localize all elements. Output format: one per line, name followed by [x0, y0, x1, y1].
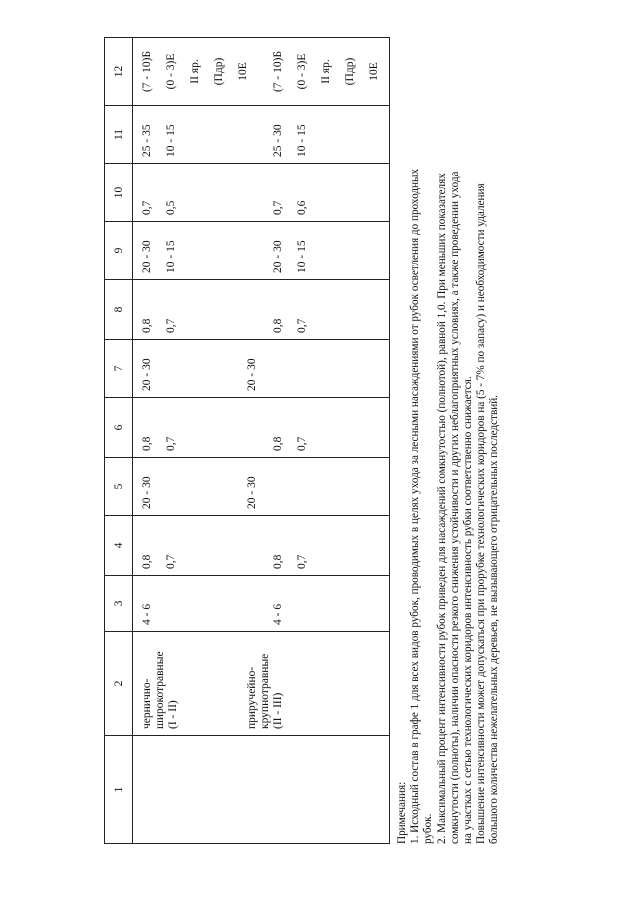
header-cell: 2 [105, 632, 133, 736]
composition-text: 10Е [237, 62, 249, 81]
composition-text: II яр. [189, 59, 201, 84]
value-text: 0,8 [272, 318, 284, 333]
value-text: 0,7 [141, 200, 153, 215]
note-line: 1. Исходный состав в графе 1 для всех видов рубок, проводимых в целях ухода за лесными насаждениями от рубок осветления до проходных [409, 168, 422, 844]
rotated-content [104, 38, 524, 844]
regulation-table [104, 37, 390, 844]
value-text: 0,7 [165, 554, 177, 569]
header-cell: 11 [105, 106, 133, 164]
value-text: 0,7 [165, 436, 177, 451]
value-text: 20 - 30 [141, 476, 153, 509]
value-text: 0,7 [296, 436, 308, 451]
value-text: 4 - 6 [141, 603, 153, 625]
value-text: 20 - 30 [141, 358, 153, 391]
value-text: 0,5 [165, 200, 177, 215]
col10-cell [133, 164, 390, 222]
composition-text: (0 - 3)Е [296, 53, 308, 90]
header-cell: 9 [105, 222, 133, 280]
note-line: Повышение интенсивности может допускаться при прорубке технологических коридоров на (5 - 7% по запасу) и необходимости удаления [475, 183, 488, 844]
header-cell: 10 [105, 164, 133, 222]
col2-cell [133, 632, 390, 736]
value-text: 0,8 [272, 554, 284, 569]
value-text: 20 - 30 [272, 240, 284, 273]
value-text: 25 - 35 [141, 124, 153, 157]
value-text: 20 - 30 [246, 476, 258, 509]
value-text: 0,7 [272, 200, 284, 215]
forest-type-text: крупнотравные [259, 653, 271, 729]
header-cell: 4 [105, 516, 133, 576]
composition-text: (0 - 3)Е [165, 53, 177, 90]
value-text: 0,8 [272, 436, 284, 451]
header-cell: 3 [105, 576, 133, 632]
forest-type-text: широкотравные [154, 651, 166, 729]
value-text: 0,6 [296, 200, 308, 215]
notes-section [396, 38, 502, 844]
value-text: 20 - 30 [141, 240, 153, 273]
value-text: 0,8 [141, 554, 153, 569]
value-text: 10 - 15 [296, 124, 308, 157]
col7-cell [133, 340, 390, 398]
value-text: 0,7 [296, 554, 308, 569]
note-line: 2. Максимальный процент интенсивности рубок приведен для насаждений сомкнутостью (полнотой), равной 1,0. При меньших показателях [435, 173, 448, 844]
header-cell: 5 [105, 458, 133, 516]
composition-text: (Пдр) [344, 57, 356, 86]
value-text: 0,7 [296, 318, 308, 333]
value-text: 25 - 30 [272, 124, 284, 157]
notes-title: Примечания: [396, 781, 408, 844]
value-text: 10 - 15 [296, 240, 308, 273]
forest-type-text: приручейно- [246, 666, 258, 729]
value-text: 10 - 15 [165, 124, 177, 157]
note-line: рубок. [422, 813, 435, 844]
forest-type-text: (II - III) [272, 692, 284, 729]
composition-text: (7 - 10)Б [272, 50, 284, 93]
value-text: 20 - 30 [246, 358, 258, 391]
col11-cell [133, 106, 390, 164]
forest-type-text: чернично- [141, 678, 153, 729]
note-line: большого количества нежелательных деревьев, не вызывающего отрицательных последствий. [488, 394, 501, 844]
col9-cell [133, 222, 390, 280]
composition-text: (7 - 10)Б [141, 50, 153, 93]
composition-text: 10Е [368, 62, 380, 81]
table-row [133, 38, 390, 844]
header-cell: 1 [105, 736, 133, 844]
col1-cell [133, 736, 390, 844]
value-text: 0,8 [141, 318, 153, 333]
col4-cell [133, 516, 390, 576]
value-text: 0,8 [141, 436, 153, 451]
header-cell: 6 [105, 398, 133, 458]
header-cell: 12 [105, 38, 133, 106]
value-text: 10 - 15 [165, 240, 177, 273]
col3-cell [133, 576, 390, 632]
value-text: 4 - 6 [272, 603, 284, 625]
composition-text: II яр. [320, 59, 332, 84]
col5-cell [133, 458, 390, 516]
forest-type-text: (I - II) [167, 700, 179, 729]
note-line: сомкнутости (полноты), наличии опасности резкого снижения устойчивости и других неблагоприятных условиях, а также проведении ухода [448, 171, 461, 844]
header-cell: 7 [105, 340, 133, 398]
note-line: на участках с сетью технологических коридоров интенсивность рубки соответственно снижается. [462, 376, 475, 844]
value-text: 0,7 [165, 318, 177, 333]
header-row [105, 38, 133, 844]
header-cell: 8 [105, 280, 133, 340]
col8-cell [133, 280, 390, 340]
col6-cell [133, 398, 390, 458]
col12-cell [133, 38, 390, 106]
composition-text: (Пдр) [213, 57, 225, 86]
